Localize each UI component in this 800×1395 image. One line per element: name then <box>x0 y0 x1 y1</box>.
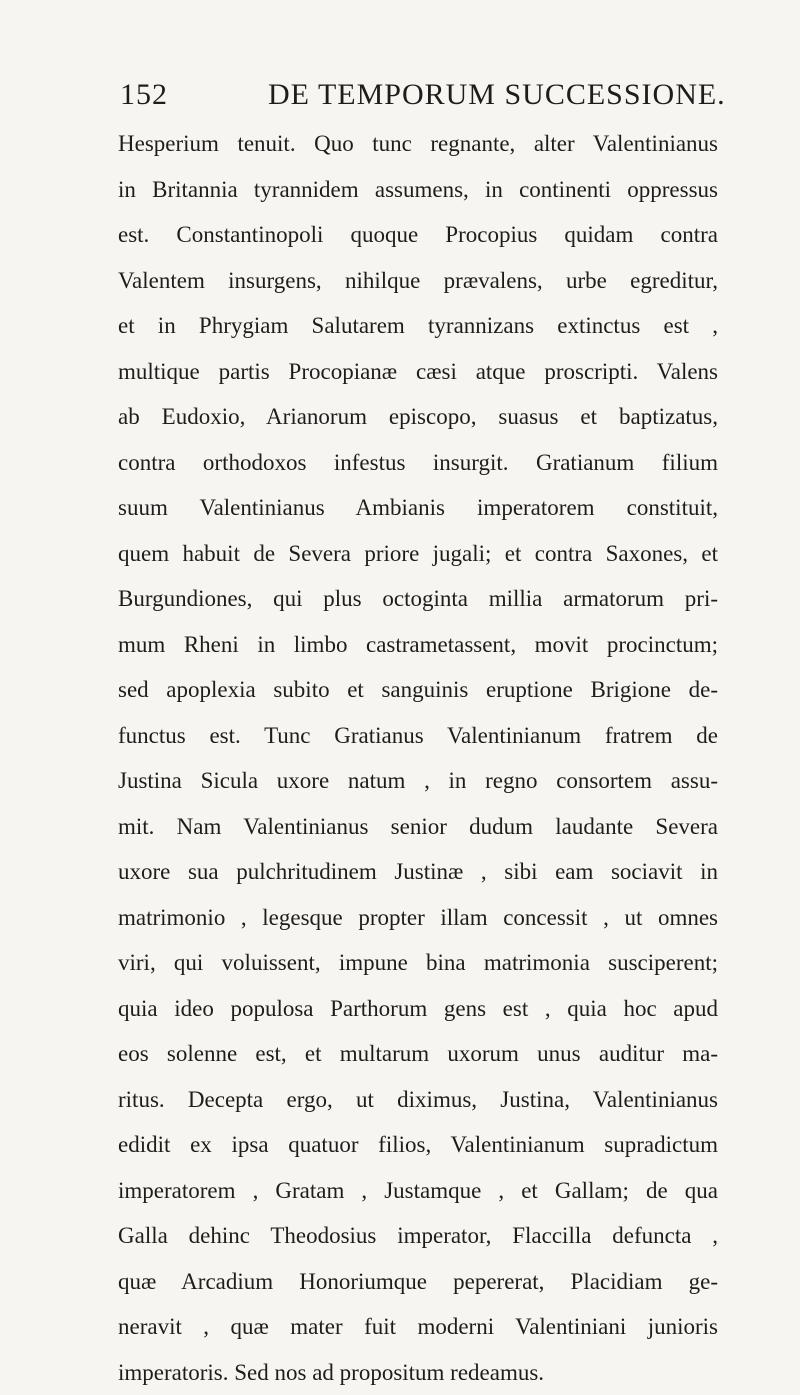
text-line: Valentem insurgens, nihilque prævalens, urbe egreditur, <box>118 258 718 304</box>
text-line: functus est. Tunc Gratianus Valentinianum fratrem de <box>118 713 718 759</box>
text-line: et in Phrygiam Salutarem tyrannizans extinctus est , <box>118 303 718 349</box>
running-title: DE TEMPORUM SUCCESSIONE. <box>268 78 726 112</box>
text-line: est. Constantinopoli quoque Procopius quidam contra <box>118 212 718 258</box>
text-line: edidit ex ipsa quatuor filios, Valentinianum supradictum <box>118 1122 718 1168</box>
running-head <box>120 78 720 118</box>
text-line: quæ Arcadium Honoriumque pepererat, Placidiam ge- <box>118 1259 718 1305</box>
text-line: imperatorem , Gratam , Justamque , et Gallam; de qua <box>118 1168 718 1214</box>
text-line: contra orthodoxos infestus insurgit. Gratianum filium <box>118 440 718 486</box>
text-line: mit. Nam Valentinianus senior dudum laudante Severa <box>118 804 718 850</box>
text-line: Hesperium tenuit. Quo tunc regnante, alter Valentinianus <box>118 121 718 167</box>
page-number: 152 <box>120 78 168 112</box>
text-line: in Britannia tyrannidem assumens, in continenti oppressus <box>118 167 718 213</box>
text-line: mum Rheni in limbo castrametassent, movit procinctum; <box>118 622 718 668</box>
text-line: Burgundiones, qui plus octoginta millia armatorum pri- <box>118 576 718 622</box>
text-line: multique partis Procopianæ cæsi atque proscripti. Valens <box>118 349 718 395</box>
text-line: uxore sua pulchritudinem Justinæ , sibi eam sociavit in <box>118 849 718 895</box>
text-line: quia ideo populosa Parthorum gens est , quia hoc apud <box>118 986 718 1032</box>
text-line: eos solenne est, et multarum uxorum unus auditur ma- <box>118 1031 718 1077</box>
text-line: matrimonio , legesque propter illam concessit , ut omnes <box>118 895 718 941</box>
text-line: imperatoris. Sed nos ad propositum redeamus. <box>118 1350 718 1395</box>
text-line: suum Valentinianus Ambianis imperatorem constituit, <box>118 485 718 531</box>
text-line: quem habuit de Severa priore jugali; et contra Saxones, et <box>118 531 718 577</box>
text-line: neravit , quæ mater fuit moderni Valentiniani junioris <box>118 1304 718 1350</box>
text-line: ab Eudoxio, Arianorum episcopo, suasus et baptizatus, <box>118 394 718 440</box>
text-line: Justina Sicula uxore natum , in regno consortem assu- <box>118 758 718 804</box>
text-line: ritus. Decepta ergo, ut diximus, Justina, Valentinianus <box>118 1077 718 1123</box>
text-line: viri, qui voluissent, impune bina matrimonia susciperent; <box>118 940 718 986</box>
text-line: sed apoplexia subito et sanguinis eruptione Brigione de- <box>118 667 718 713</box>
body-text <box>118 121 718 1395</box>
text-line: Galla dehinc Theodosius imperator, Flaccilla defuncta , <box>118 1213 718 1259</box>
